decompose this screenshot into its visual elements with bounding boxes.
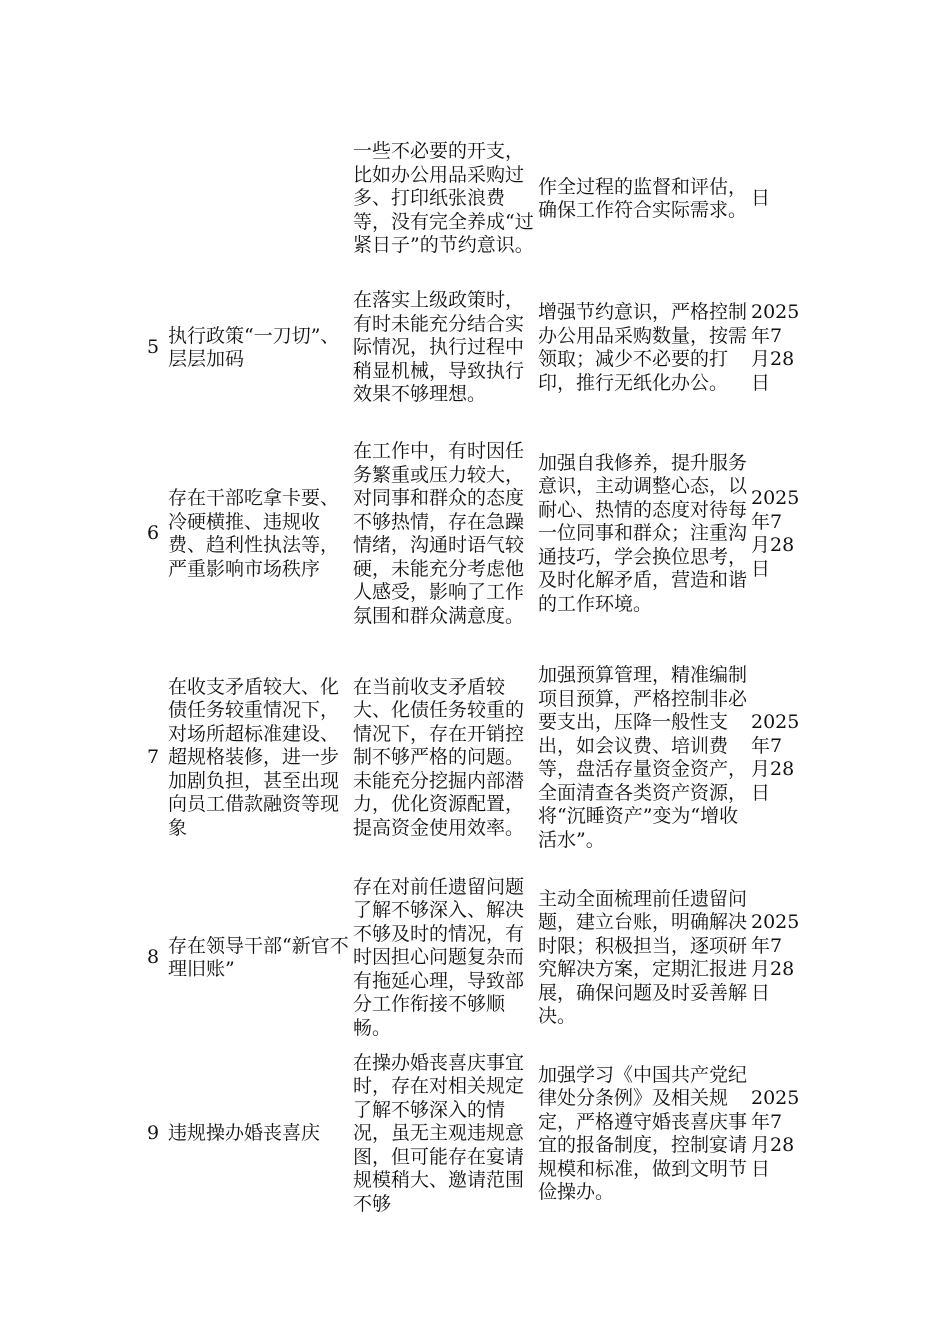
description-cell: 存在对前任遗留问题了解不够深入、解决不够及时的情况，有时因担心问题复杂而有拖延心理，导致部分工作衔接不够顺畅。: [353, 875, 525, 1039]
description-cell: 在工作中，有时因任务繁重或压力较大，对同事和群众的态度不够热情，存在急躁情绪，沟通时语气较硬，未能充分考虑他人感受，影响了工作氛围和群众满意度。: [353, 440, 525, 627]
measure-cell: 作全过程的监督和评估，确保工作符合实际需求。: [538, 175, 748, 221]
table-row: [138, 1046, 814, 1222]
date-cell: 2025 年7 月28 日: [751, 711, 800, 804]
description-cell: 在操办婚丧喜庆事宜时，存在对相关规定了解不够深入的情况，虽无主观违规意图，但可能存在宴请规模稍大、邀请范围不够: [353, 1051, 525, 1215]
measure-cell: 加强学习《中国共产党纪律处分条例》及相关规定，严格遵守婚丧喜庆事宜的报备制度，控制宴请规模和标准，做到文明节俭操办。: [538, 1063, 748, 1203]
date-cell: 日: [751, 187, 771, 210]
table-row: [138, 646, 814, 870]
rectification-table: [138, 124, 814, 1222]
issue-cell: [168, 124, 353, 274]
description-cell: 在落实上级政策时，有时未能充分结合实际情况，执行过程中稍显机械，导致执行效果不够理想。: [353, 289, 525, 406]
date-cell: 2025 年7 月28 日: [751, 301, 800, 394]
measure-cell: 主动全面梳理前任遗留问题，建立台账，明确解决时限；积极担当，逐项研究解决方案，定期汇报进展，确保问题及时妥善解决。: [538, 887, 748, 1027]
issue-cell: 违规操办婚丧喜庆: [168, 1122, 321, 1145]
measure-cell: 增强节约意识，严格控制办公用品采购数量，按需领取；减少不必要的打印，推行无纸化办公。: [538, 301, 748, 394]
measure-cell: 加强自我修养，提升服务意识，主动调整心态，以耐心、热情的态度对待每一位同事和群众；注重沟通技巧，学会换位思考，及时化解矛盾，营造和谐的工作环境。: [538, 451, 748, 615]
row-number: 8: [146, 946, 160, 969]
description-cell: 在当前收支矛盾较大、化债任务较重的情况下，存在开销控制不够严格的问题。未能充分挖掘内部潜力，优化资源配置，提高资金使用效率。: [353, 675, 525, 839]
issue-cell: 执行政策“一刀切”、层层加码: [168, 324, 340, 370]
issue-cell: 存在干部吃拿卡要、冷硬横推、违规收费、趋利性执法等，严重影响市场秩序: [168, 487, 340, 580]
row-number: 6: [146, 522, 160, 545]
table-row: [138, 274, 814, 422]
date-cell: 2025 年7 月28 日: [751, 487, 800, 580]
date-cell: 2025 年7 月28 日: [751, 1087, 800, 1180]
table-row: [138, 422, 814, 646]
row-number: 5: [146, 336, 160, 359]
row-number: [138, 124, 168, 274]
issue-cell: 在收支矛盾较大、化债任务较重情况下，对场所超标准建设、超规格装修，进一步加剧负担，甚至出现向员工借款融资等现象: [168, 675, 340, 839]
table-row: [138, 124, 814, 274]
row-number: 9: [146, 1122, 160, 1145]
measure-cell: 加强预算管理，精准编制项目预算，严格控制非必要支出，压降一般性支出，如会议费、培训费等，盘活存量资金资产，全面清查各类资产资源，将“沉睡资产”变为“增收活水”。: [538, 664, 748, 851]
description-cell: 一些不必要的开支，比如办公用品采购过多、打印纸张浪费等，没有完全养成“过紧日子”的节约意识。: [353, 140, 534, 257]
issue-cell: 存在领导干部“新官不理旧账”: [168, 934, 349, 980]
row-number: 7: [146, 746, 160, 769]
table-row: [138, 870, 814, 1046]
date-cell: 2025 年7 月28 日: [751, 911, 800, 1004]
